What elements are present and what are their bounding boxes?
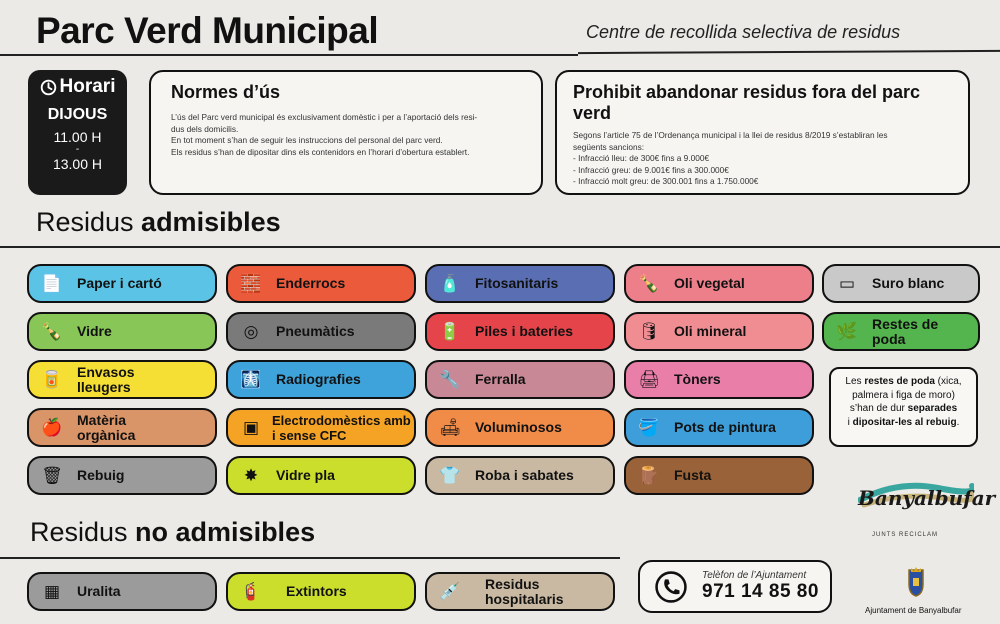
phone-icon xyxy=(654,570,688,604)
waste-category-restes-de-poda xyxy=(822,312,980,351)
waste-category-fusta xyxy=(624,456,814,495)
wood-icon: 🪵 xyxy=(638,466,660,485)
waste-category-label: Roba i sabates xyxy=(475,467,574,483)
bottle-icon: 🍾 xyxy=(41,322,63,341)
sanctions-line: - Infracció molt greu: de 300.001 fins a 1.750.000€ xyxy=(573,176,759,186)
waste-category-label: Tòners xyxy=(674,371,721,387)
waste-category-rebuig xyxy=(27,456,217,495)
header-divider-left xyxy=(0,54,578,56)
phone-number: 971 14 85 80 xyxy=(702,581,819,602)
opening-day: DIJOUS xyxy=(47,106,108,123)
containers-icon: 🥫 xyxy=(41,370,63,389)
non-admissible-divider xyxy=(0,557,620,559)
opening-hours-panel xyxy=(28,70,127,195)
clothes-icon: 👕 xyxy=(439,466,461,485)
non-admissible-extintors xyxy=(226,572,416,611)
waste-category-label: Uralita xyxy=(77,583,121,599)
waste-category-label: Vidre pla xyxy=(276,467,335,483)
non-admissible-residus-hospitalaris xyxy=(425,572,615,611)
page-subtitle: Centre de recollida selectiva de residus xyxy=(586,22,901,42)
usage-rule-line: dus dels domicilis. xyxy=(171,123,239,134)
waste-category-label: Restes de poda xyxy=(872,315,939,347)
sanctions-panel xyxy=(555,70,970,195)
admissible-divider xyxy=(0,246,1000,248)
admissible-section-title: Residus admisibles xyxy=(36,207,281,237)
time-separator: - xyxy=(75,144,80,155)
sanctions-line: Segons l’article 75 de l’Ordenança municipal i la llei de residus 8/2019 s’establiran les xyxy=(573,130,888,140)
usage-rule-line: L’ús del Parc verd municipal és exclusivament domèstic i per a l’aportació dels resi- xyxy=(171,112,478,122)
extinguisher-icon: 🧯 xyxy=(240,582,262,601)
sanctions-line: - Infracció lleu: de 300€ fins a 9.000€ xyxy=(573,153,710,163)
waste-category-ferralla xyxy=(425,360,615,399)
paint-can-icon: 🪣 xyxy=(638,418,660,437)
waste-category-fitosanitaris xyxy=(425,264,615,303)
sanctions-title: Prohibit abandonar residus fora del parc verd xyxy=(573,82,921,123)
usage-rule-line: Els residus s’han de dipositar dins els contenidors en l’horari d’obertura establert. xyxy=(171,146,470,157)
oil-can-icon: 🛢 xyxy=(638,322,660,341)
town-council-name: Ajuntament de Banyalbufar xyxy=(865,606,962,615)
waste-category-tòners xyxy=(624,360,814,399)
bricks-icon: 🧱 xyxy=(240,274,262,293)
waste-category-electrodomèstics-amb-i-sense-cfc xyxy=(226,408,416,447)
sanctions-line: - Infracció greu: de 9.001€ fins a 300.000€ xyxy=(573,164,729,175)
scrap-metal-icon: 🔧 xyxy=(439,370,461,389)
waste-category-label: Vidre xyxy=(77,323,112,339)
foam-tray-icon: ▭ xyxy=(838,274,856,293)
waste-category-label: Voluminosos xyxy=(475,419,562,435)
waste-category-label: Envasos lleugers xyxy=(77,363,135,395)
waste-category-label: Oli vegetal xyxy=(674,275,745,291)
pruning-note: Les restes de poda (xica, palmera i figa de moro) s’han de dur separades i dipositar-les al rebuig. xyxy=(829,367,978,447)
usage-rule-line: En tot moment s’han de seguir les instruccions del personal del parc verd. xyxy=(171,135,443,145)
toner-icon: 🖨 xyxy=(638,370,660,389)
banyalbufar-logo-text: Banyalbufar xyxy=(858,486,996,510)
waste-category-label: Radiografies xyxy=(276,371,361,387)
waste-category-paper-i-cartó xyxy=(27,264,217,303)
roof-sheet-icon: ▦ xyxy=(43,582,61,601)
waste-category-label: Rebuig xyxy=(77,467,125,483)
header-divider-right xyxy=(578,50,1000,54)
xray-icon: 🩻 xyxy=(240,370,262,389)
sanctions-line: següents sancions: xyxy=(573,141,645,152)
waste-category-piles-i-bateries xyxy=(425,312,615,351)
coat-of-arms-icon xyxy=(905,566,927,598)
waste-category-oli-mineral xyxy=(624,312,814,351)
closing-time: 13.00 H xyxy=(52,156,103,172)
waste-category-label: Ferralla xyxy=(475,371,526,387)
waste-category-vidre xyxy=(27,312,217,351)
pesticide-icon: 🧴 xyxy=(439,274,461,293)
waste-category-pots-de-pintura xyxy=(624,408,814,447)
waste-category-radiografies xyxy=(226,360,416,399)
phone-contact-box xyxy=(638,560,832,613)
waste-category-roba-i-sabates xyxy=(425,456,615,495)
opening-hours-title: Horari xyxy=(59,76,116,97)
opening-time: 11.00 H xyxy=(53,129,102,145)
waste-category-enderrocs xyxy=(226,264,416,303)
organic-icon: 🍎 xyxy=(41,418,63,437)
waste-category-label: Pots de pintura xyxy=(674,419,776,435)
waste-category-suro-blanc xyxy=(822,264,980,303)
waste-category-label: Fusta xyxy=(674,467,712,483)
oil-bottle-icon: 🍾 xyxy=(638,274,660,293)
waste-category-label: Electrodomèstics amb i sense CFC xyxy=(272,412,411,443)
trash-bag-icon: 🗑 xyxy=(41,466,63,485)
waste-category-pneumàtics xyxy=(226,312,416,351)
battery-icon: 🔋 xyxy=(439,322,461,341)
paper-icon: 📄 xyxy=(41,274,63,293)
broken-glass-icon: ✸ xyxy=(243,466,259,485)
waste-category-matèria-orgànica xyxy=(27,408,217,447)
waste-category-envasos-lleugers xyxy=(27,360,217,399)
waste-category-label: Matèria orgànica xyxy=(77,411,136,443)
usage-rules-panel xyxy=(149,70,543,195)
usage-rules-title: Normes d’ús xyxy=(171,82,281,102)
waste-category-voluminosos xyxy=(425,408,615,447)
waste-category-oli-vegetal xyxy=(624,264,814,303)
clock-icon xyxy=(40,79,57,96)
waste-category-label: Piles i bateries xyxy=(475,323,574,339)
banyalbufar-logo-tagline: JUNTS RECICLAM xyxy=(872,532,939,538)
branch-icon: 🌿 xyxy=(836,322,858,341)
syringe-icon: 💉 xyxy=(439,582,461,601)
non-admissible-uralita xyxy=(27,572,217,611)
waste-category-label: Oli mineral xyxy=(674,323,747,339)
waste-category-label: Enderrocs xyxy=(276,275,346,291)
washing-machine-icon: ▣ xyxy=(242,418,260,437)
waste-category-label: Paper i cartó xyxy=(77,275,162,291)
non-admissible-section-title: Residus no admisibles xyxy=(30,517,316,547)
waste-category-label: Pneumàtics xyxy=(276,323,355,339)
waste-category-label: Fitosanitaris xyxy=(475,275,559,291)
phone-label: Telèfon de l’Ajuntament xyxy=(702,570,807,581)
page-title: Parc Verd Municipal xyxy=(36,10,379,51)
waste-category-label: Residus hospitalaris xyxy=(485,575,564,607)
waste-category-vidre-pla xyxy=(226,456,416,495)
tire-icon: ◎ xyxy=(243,322,259,341)
waste-category-label: Suro blanc xyxy=(872,275,945,291)
waste-category-label: Extintors xyxy=(286,583,347,599)
sofa-icon: 🛋 xyxy=(439,418,461,437)
